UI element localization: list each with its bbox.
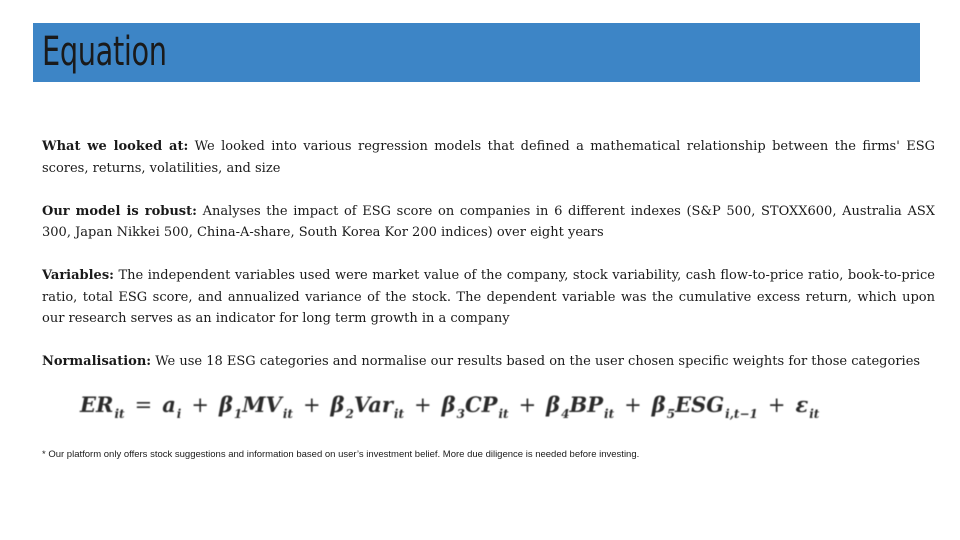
equation-plus: + <box>191 393 209 417</box>
equation-term-bp: $\beta_4BP_{it}$ <box>546 392 615 421</box>
paragraph-what-we-looked-at <box>42 136 935 179</box>
equation-plus: + <box>624 393 642 417</box>
paragraph-text: The independent variables used were market value of the company, stock variability, cash flow-to-price ratio, book-to-price ratio, total ESG score, and annualized variance of the stock. The dependent variable was the cumulative excess return, which upon our research serves as an indicator for long term growth in a company <box>42 268 935 326</box>
paragraph-text: Analyses the impact of ESG score on companies in 6 different indexes (S&P 500, STOXX600, Australia ASX 300, Japan Nikkei 500, China-A-share, South Korea Kor 200 indices) over eight years <box>42 203 935 240</box>
paragraph-heading: Our model is robust: <box>42 203 197 219</box>
equation-plus: + <box>518 393 537 417</box>
equation-term-cp: $\beta_3CP_{it}$ <box>441 392 509 421</box>
slide-title: Equation <box>42 29 167 75</box>
paragraph-model-robust <box>42 201 935 244</box>
equation-term-var: $\beta_2Var_{it}$ <box>330 392 405 421</box>
paragraph-heading: Variables: <box>42 268 114 283</box>
paragraph-normalisation <box>42 351 935 373</box>
paragraph-heading: What we looked at: <box>42 139 189 154</box>
paragraph-heading: Normalisation: <box>42 354 152 369</box>
paragraph-variables <box>42 265 935 330</box>
paragraph-text: We use 18 ESG categories and normalise our results based on the user chosen specific weights for those categories <box>151 354 921 369</box>
equation-plus: + <box>302 393 321 417</box>
equation-term-mv: $\beta_1MV_{it}$ <box>218 392 293 421</box>
equation-term-esg: $\beta_5ESG_{i,t-1}$ <box>651 392 758 421</box>
equation-term-error: $\varepsilon_{it}$ <box>795 392 820 421</box>
equation-equals: = <box>134 393 153 417</box>
slide-body <box>42 136 935 394</box>
paragraph-text: We looked into various regression models that defined a mathematical relationship between the firms' ESG scores, returns, volatilities, and size <box>42 139 935 176</box>
equation-plus: + <box>767 393 786 417</box>
equation-plus: + <box>414 393 432 417</box>
equation-lhs: $ER_{it}$ <box>80 392 125 421</box>
regression-equation <box>80 392 819 432</box>
title-bar <box>33 23 920 82</box>
footnote: * Our platform only offers stock suggestions and information based on user’s investment belief. More due diligence is needed before investing. <box>42 449 640 460</box>
equation-term-intercept: $a_i$ <box>162 392 182 421</box>
